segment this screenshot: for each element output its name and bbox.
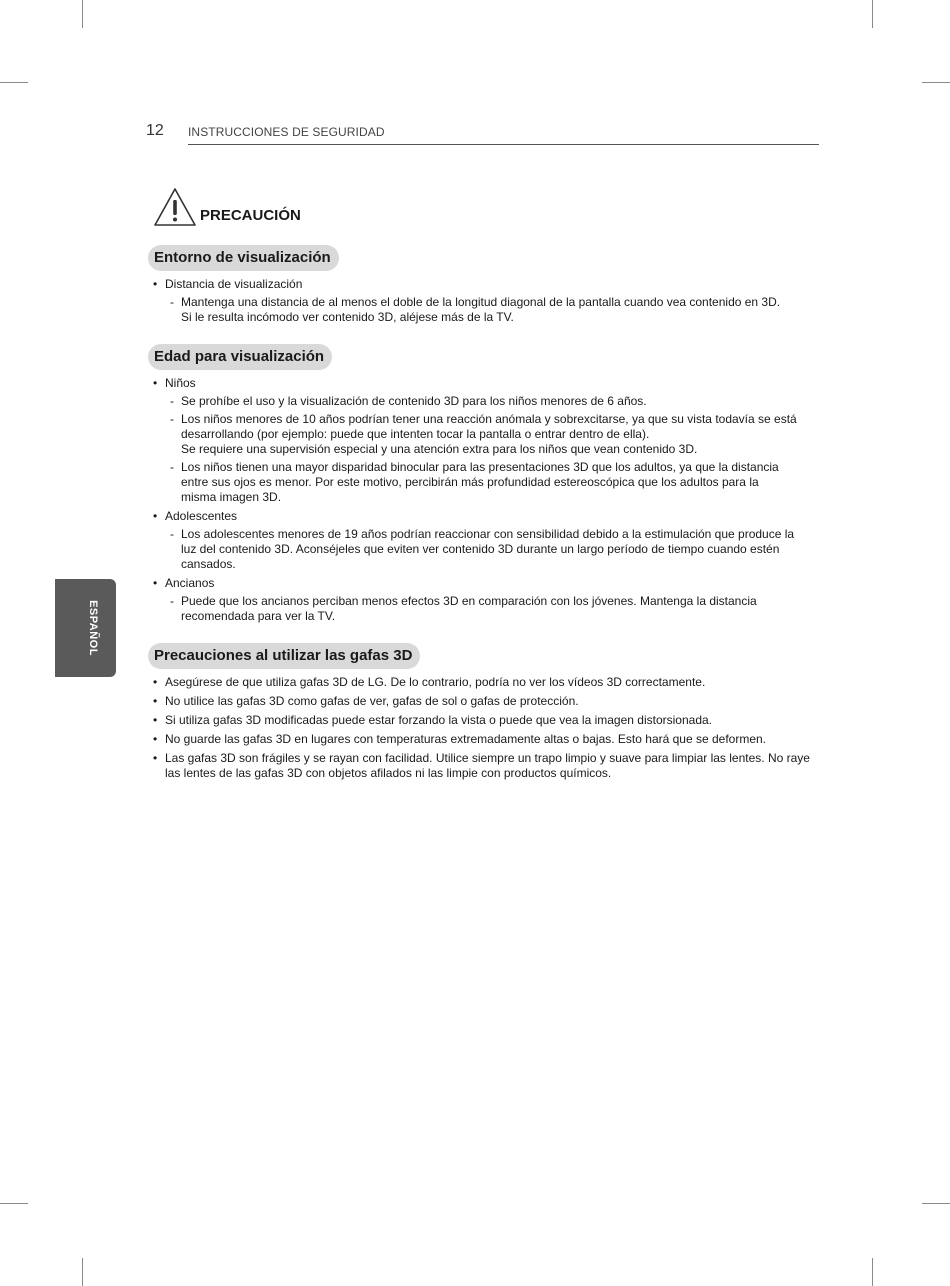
crop-mark <box>82 1258 83 1286</box>
sub-list-item: - Puede que los ancianos perciban menos efectos 3D en comparación con los jóvenes. Mantenga la distancia recomendada para ver la TV. <box>148 594 820 624</box>
crop-mark <box>872 0 873 28</box>
caution-label: PRECAUCIÓN <box>200 207 301 224</box>
page-header <box>146 122 819 145</box>
list-item: • Niños <box>148 376 820 391</box>
language-tab <box>55 579 116 677</box>
sub-list-item: - Mantenga una distancia de al menos el doble de la longitud diagonal de la pantalla cuando vea contenido en 3D. Si le resulta incómodo ver contenido 3D, aléjese más de la TV. <box>148 295 820 325</box>
crop-mark <box>0 1203 28 1204</box>
list-item: • Adolescentes <box>148 509 820 524</box>
list-item: • Las gafas 3D son frágiles y se rayan con facilidad. Utilice siempre un trapo limpio y suave para limpiar las lentes. No raye las lentes de las gafas 3D con objetos afilados ni las limpie con productos químicos. <box>148 751 820 781</box>
page-number: 12 <box>146 122 164 139</box>
list-item: • No utilice las gafas 3D como gafas de ver, gafas de sol o gafas de protección. <box>148 694 820 709</box>
sub-list-item: - Se prohíbe el uso y la visualización de contenido 3D para los niños menores de 6 años. <box>148 394 820 409</box>
section-title: INSTRUCCIONES DE SEGURIDAD <box>188 125 385 139</box>
warning-triangle-icon <box>153 187 197 227</box>
crop-mark <box>82 0 83 28</box>
list-item: • Si utiliza gafas 3D modificadas puede estar forzando la vista o puede que vea la imagen distorsionada. <box>148 713 820 728</box>
language-tab-label: ESPAÑOL <box>87 600 99 656</box>
crop-mark <box>872 1258 873 1286</box>
sub-list-item: - Los adolescentes menores de 19 años podrían reaccionar con sensibilidad debido a la estimulación que produce la luz del contenido 3D. Aconséjeles que eviten ver contenido 3D durante un largo período de tiempo cuando estén cansados. <box>148 527 820 572</box>
section-heading: Entorno de visualización <box>148 245 339 271</box>
list-item: • Distancia de visualización <box>148 277 820 292</box>
header-rule <box>188 144 819 145</box>
section-heading: Edad para visualización <box>148 344 332 370</box>
list-item: • No guarde las gafas 3D en lugares con temperaturas extremadamente altas o bajas. Esto hará que se deformen. <box>148 732 820 747</box>
section-heading: Precauciones al utilizar las gafas 3D <box>148 643 420 669</box>
section-viewing-environment <box>148 245 820 325</box>
section-viewing-age <box>148 344 820 624</box>
sub-list-item: - Los niños tienen una mayor disparidad binocular para las presentaciones 3D que los adultos, ya que la distancia entre sus ojos es menor. Por este motivo, percibirán más profundidad estereoscópica que los adultos para la misma imagen 3D. <box>148 460 820 505</box>
crop-mark <box>922 82 950 83</box>
section-3d-glasses-precautions <box>148 643 820 781</box>
list-item: • Asegúrese de que utiliza gafas 3D de LG. De lo contrario, podría no ver los vídeos 3D correctamente. <box>148 675 820 690</box>
list-item: • Ancianos <box>148 576 820 591</box>
crop-mark <box>0 82 28 83</box>
crop-mark <box>922 1203 950 1204</box>
sub-list-item: - Los niños menores de 10 años podrían tener una reacción anómala y sobrexcitarse, ya que su vista todavía se está desarrollando (por ejemplo: puede que intenten tocar la pantalla o entrar dentro de ella). Se requiere una supervisión especial y una atención extra para los niños que vean contenido 3D. <box>148 412 820 457</box>
